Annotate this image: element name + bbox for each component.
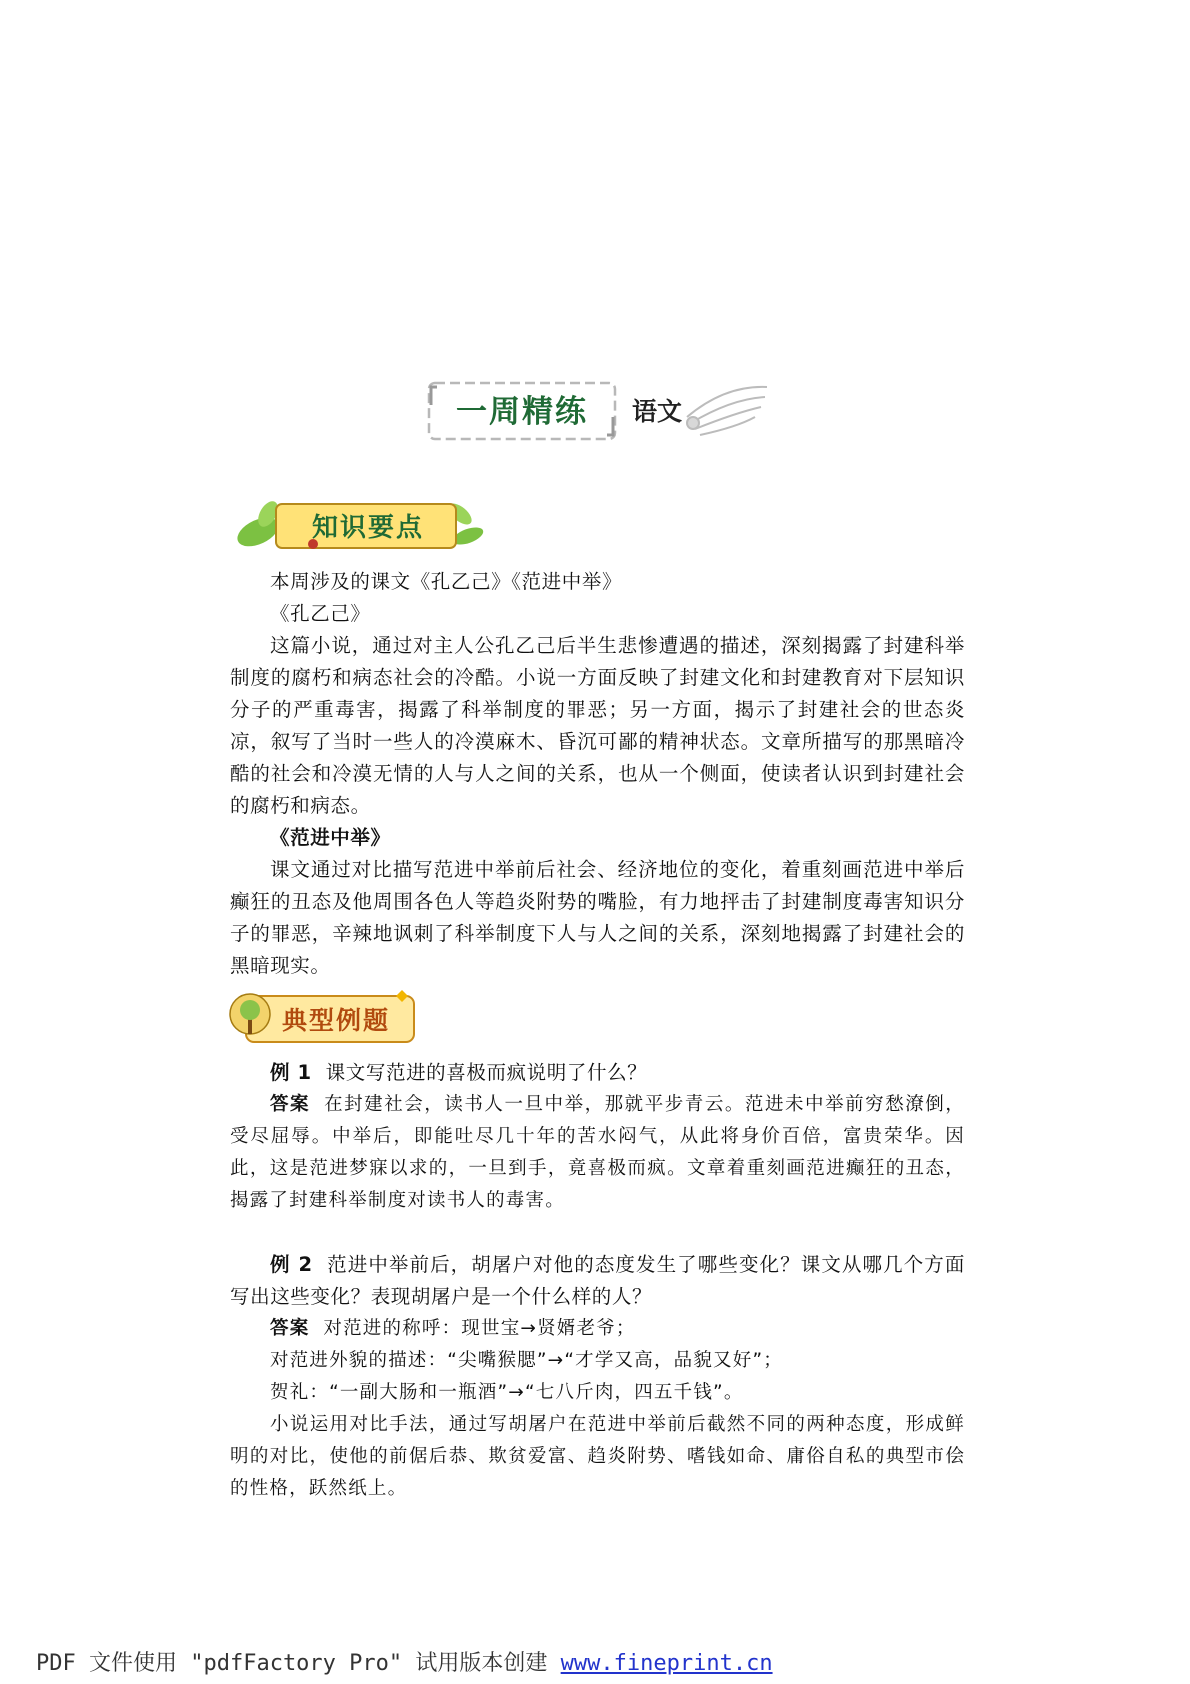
example2-answer-summary: 小说运用对比手法，通过写胡屠户在范进中举前后截然不同的两种态度，形成鲜明的对比，使他的前倨后恭、欺贫爱富、趋炎附势、嗜钱如命、庸俗自私的典型市侩的性格，跃然纸上。 xyxy=(230,1414,965,1499)
kongyiji-body: 这篇小说，通过对主人公孔乙己后半生悲惨遭遇的描述，深刻揭露了封建科举制度的腐朽和病态社会的冷酷。小说一方面反映了封建文化和封建教育对下层知识分子的严重毒害，揭露了科举制度的罪恶；另一方面，揭示了封建社会的世态炎凉，叙写了当时一些人的冷漠麻木、昏沉可鄙的精神状态。文章所描写的那黑暗冷酷的社会和冷漠无情的人与人之间的关系，也从一个侧面，使读者认识到封建社会的腐朽和病态。 xyxy=(230,634,965,817)
example2-answer-line2: 对范进外貌的描述：“尖嘴猴腮”→“才学又高，品貌又好”； xyxy=(270,1350,783,1371)
example1-question: 课文写范进的喜极而疯说明了什么？ xyxy=(325,1061,648,1084)
example2-answer-line1 xyxy=(230,1313,965,1345)
example1-answer-label: 答案 xyxy=(270,1094,311,1115)
knowledge-points-heading xyxy=(228,492,488,560)
example2-answer-line3: 贺礼：“一副大肠和一瓶酒”→“七八斤肉，四五千钱”。 xyxy=(270,1382,744,1403)
section1-intro: 本周涉及的课文《孔乙己》《范进中举》 xyxy=(270,570,623,593)
footer-text: PDF 文件使用 "pdfFactory Pro" 试用版本创建 xyxy=(36,1651,561,1676)
example1-question-line xyxy=(230,1057,965,1089)
fanjin-title: 《范进中举》 xyxy=(270,826,391,849)
example2-answer-label: 答案 xyxy=(270,1318,310,1339)
section2-heading: 典型例题 xyxy=(281,1006,391,1035)
example1-answer: 在封建社会，读书人一旦中举，那就平步青云。范进未中举前穷愁潦倒，受尽屈辱。中举后，即能吐尽几十年的苦水闷气，从此将身价百倍，富贵荣华。因此，这是范进梦寐以求的，一旦到手，竟喜极而疯。文章着重刻画范进癫狂的丑态，揭露了封建科举制度对读书人的毒害。 xyxy=(230,1094,966,1211)
kongyiji-title: 《孔乙己》 xyxy=(270,602,371,625)
section1-heading: 知识要点 xyxy=(311,513,425,543)
fanjin-body: 课文通过对比描写范进中举前后社会、经济地位的变化，着重刻画范进中举后癫狂的丑态及他周围各色人等趋炎附势的嘴脸，有力地抨击了封建制度毒害知识分子的罪恶，辛辣地讽刺了科举制度下人与人之间的关系，深刻地揭露了封建社会的黑暗现实。 xyxy=(230,858,965,977)
banner-title: 一周精练 xyxy=(456,394,588,430)
wing-ornament-icon xyxy=(687,387,767,435)
pdf-footer xyxy=(36,1646,773,1677)
tree-icon xyxy=(230,994,270,1034)
title-banner xyxy=(425,375,785,445)
banner-subject: 语文 xyxy=(632,397,683,426)
example2-question: 范进中举前后，胡屠户对他的态度发生了哪些变化？课文从哪几个方面写出这些变化？表现胡屠户是一个什么样的人？ xyxy=(230,1253,965,1308)
typical-examples-heading xyxy=(226,984,426,1050)
example2-label: 例 2 xyxy=(270,1253,313,1276)
example2-answer-title: 对范进的称呼：现世宝→贤婿老爷； xyxy=(323,1318,636,1339)
example1-label: 例 1 xyxy=(270,1061,312,1084)
example2-question-line xyxy=(230,1249,965,1313)
example1-answer-block xyxy=(230,1089,965,1217)
footer-link[interactable]: www.fineprint.cn xyxy=(560,1651,773,1676)
